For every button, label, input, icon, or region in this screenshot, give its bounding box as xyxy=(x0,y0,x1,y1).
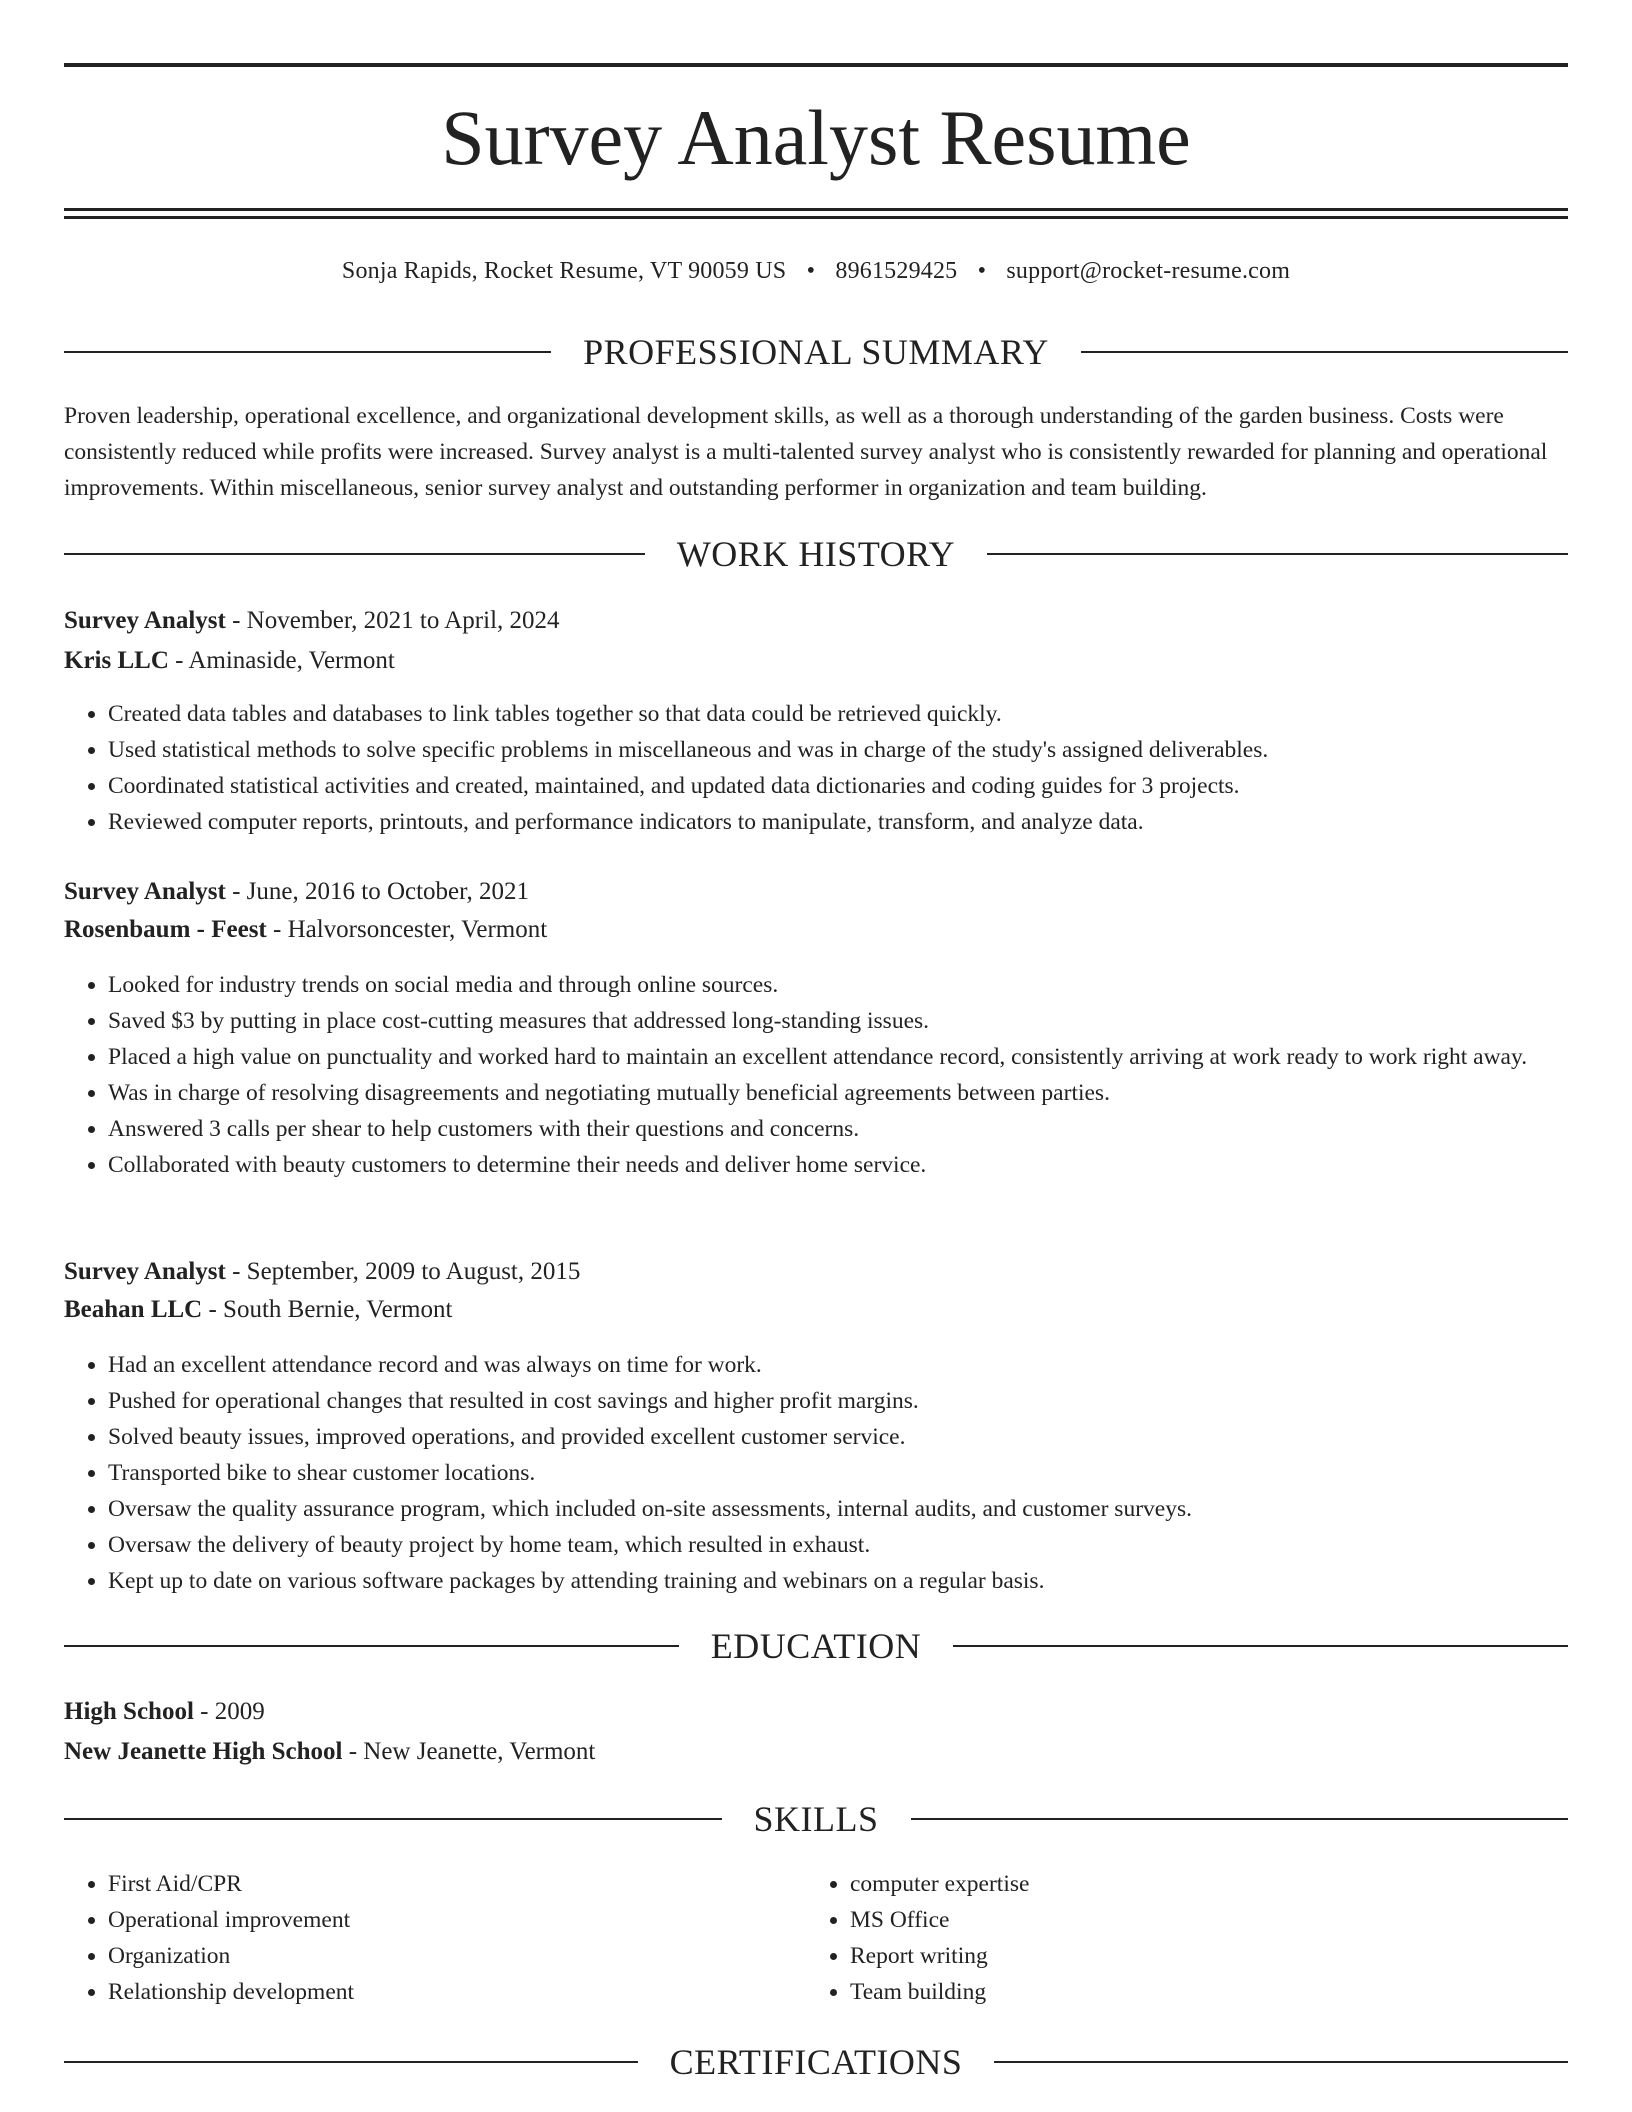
list-item: • Looked for industry trends on social media and through online sources. xyxy=(108,967,1568,1003)
heading-rule xyxy=(64,2061,638,2063)
list-item: • Oversaw the quality assurance program, which included on-site assessments, internal audits, and customer surveys. xyxy=(108,1491,1568,1527)
education-school: New Jeanette High School xyxy=(64,1738,343,1765)
contact-separator: • xyxy=(977,258,987,284)
job-location: - Halvorsoncester, Vermont xyxy=(266,916,548,943)
job-location: - Aminaside, Vermont xyxy=(168,647,395,674)
list-item: • Reviewed computer reports, printouts, and performance indicators to manipulate, transform, and analyze data. xyxy=(108,804,1568,840)
section-heading-education xyxy=(64,1624,1568,1668)
education-school-line xyxy=(64,1734,1568,1770)
skill-item: • Relationship development xyxy=(108,1974,764,2010)
job-title-line xyxy=(64,874,1568,910)
list-item: • Used statistical methods to solve specific problems in miscellaneous and was in charge of the study's assigned deliverables. xyxy=(108,732,1568,768)
heading-rule xyxy=(1081,351,1568,353)
skill-item: • Organization xyxy=(108,1938,764,1974)
list-item: • Had an excellent attendance record and was always on time for work. xyxy=(108,1347,1568,1383)
contact-line xyxy=(64,254,1568,288)
job-dates: - June, 2016 to October, 2021 xyxy=(225,878,529,905)
section-heading-work-history xyxy=(64,532,1568,576)
job-title-line xyxy=(64,1254,1568,1290)
section-title: SKILLS xyxy=(753,1799,879,1839)
skill-item: • First Aid/CPR xyxy=(108,1866,764,1902)
contact-address: Sonja Rapids, Rocket Resume, VT 90059 US xyxy=(341,258,787,284)
job-location: - South Bernie, Vermont xyxy=(202,1296,453,1323)
heading-rule xyxy=(911,1818,1569,1820)
job-dates: - September, 2009 to August, 2015 xyxy=(225,1258,581,1285)
heading-rule xyxy=(64,1645,679,1647)
contact-email: support@rocket-resume.com xyxy=(1006,258,1291,284)
section-heading-certifications xyxy=(64,2040,1568,2084)
list-item: • Pushed for operational changes that resulted in cost savings and higher profit margins. xyxy=(108,1383,1568,1419)
heading-rule xyxy=(987,553,1568,555)
list-item: • Oversaw the delivery of beauty project by home team, which resulted in exhaust. xyxy=(108,1527,1568,1563)
education-year: - 2009 xyxy=(193,1698,265,1725)
title-rule-upper xyxy=(64,208,1568,211)
heading-rule xyxy=(994,2061,1568,2063)
section-title: CERTIFICATIONS xyxy=(669,2042,963,2082)
heading-rule xyxy=(64,351,551,353)
education-degree-line xyxy=(64,1694,1568,1730)
list-item: • Was in charge of resolving disagreements and negotiating mutually beneficial agreements between parties. xyxy=(108,1075,1568,1111)
skills-list-left xyxy=(64,1866,764,2010)
job-title-line xyxy=(64,603,1568,639)
skill-item: • Operational improvement xyxy=(108,1902,764,1938)
page-title: Survey Analyst Resume xyxy=(441,94,1191,181)
list-item: • Saved $3 by putting in place cost-cutting measures that addressed long-standing issues. xyxy=(108,1003,1568,1039)
section-title: WORK HISTORY xyxy=(676,534,956,574)
section-title: PROFESSIONAL SUMMARY xyxy=(583,332,1049,372)
job-bullets xyxy=(64,696,1568,840)
job-title: Survey Analyst xyxy=(64,607,226,634)
list-item: • Answered 3 calls per shear to help customers with their questions and concerns. xyxy=(108,1111,1568,1147)
section-heading-skills xyxy=(64,1797,1568,1841)
education-degree: High School xyxy=(64,1698,194,1725)
job-company-line xyxy=(64,1292,1568,1328)
skills-list-right xyxy=(806,1866,1506,2010)
list-item: • Collaborated with beauty customers to determine their needs and deliver home service. xyxy=(108,1147,1568,1183)
job-bullets xyxy=(64,967,1568,1183)
job-company: Rosenbaum - Feest xyxy=(64,916,267,943)
job-company: Kris LLC xyxy=(64,647,169,674)
list-item: • Created data tables and databases to link tables together so that data could be retrieved quickly. xyxy=(108,696,1568,732)
section-title: EDUCATION xyxy=(710,1626,922,1666)
job-company: Beahan LLC xyxy=(64,1296,203,1323)
skill-item: • MS Office xyxy=(850,1902,1506,1938)
top-rule xyxy=(64,63,1568,67)
job-title: Survey Analyst xyxy=(64,878,226,905)
list-item: • Transported bike to shear customer locations. xyxy=(108,1455,1568,1491)
skill-item: • computer expertise xyxy=(850,1866,1506,1902)
summary-text: Proven leadership, operational excellence, and organizational development skills, as well as a thorough understanding of the garden business. Costs were consistently reduced while profits were increased. Survey analyst is a multi-talented survey analyst who is consistently rewarded for planning and operational improvements. Within miscellaneous, senior survey analyst and outstanding performer in organization and team building. xyxy=(64,403,1548,501)
list-item: • Coordinated statistical activities and created, maintained, and updated data dictionaries and coding guides for 3 projects. xyxy=(108,768,1568,804)
heading-rule xyxy=(953,1645,1568,1647)
list-item: • Kept up to date on various software packages by attending training and webinars on a regular basis. xyxy=(108,1563,1568,1599)
skill-item: • Team building xyxy=(850,1974,1506,2010)
job-dates: - November, 2021 to April, 2024 xyxy=(225,607,560,634)
heading-rule xyxy=(64,1818,722,1820)
contact-phone: 8961529425 xyxy=(835,258,958,284)
heading-rule xyxy=(64,553,645,555)
education-location: - New Jeanette, Vermont xyxy=(342,1738,596,1765)
title-rule-lower xyxy=(64,216,1568,219)
job-bullets xyxy=(64,1347,1568,1599)
list-item: • Solved beauty issues, improved operations, and provided excellent customer service. xyxy=(108,1419,1568,1455)
section-heading-summary xyxy=(64,330,1568,374)
job-title: Survey Analyst xyxy=(64,1258,226,1285)
job-company-line xyxy=(64,912,1568,948)
contact-separator: • xyxy=(806,258,816,284)
skill-item: • Report writing xyxy=(850,1938,1506,1974)
list-item: • Placed a high value on punctuality and worked hard to maintain an excellent attendance record, consistently arriving at work ready to work right away. xyxy=(108,1039,1568,1075)
job-company-line xyxy=(64,643,1568,679)
